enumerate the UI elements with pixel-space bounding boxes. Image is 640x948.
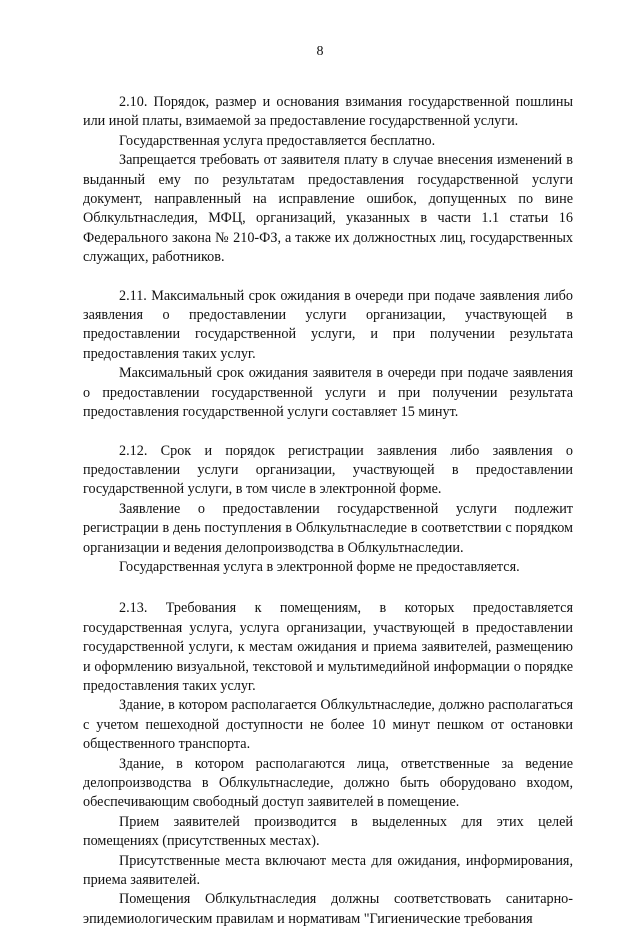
section-2-10 — [83, 93, 573, 268]
section-2-13-paragraph: Присутственные места включают места для ожидания, информирования, приема заявителей. — [83, 852, 573, 889]
section-2-10-heading: 2.10. Порядок, размер и основания взимания государственной пошлины или иной платы, взимаемой за предоставление государственной услуги. — [83, 94, 573, 130]
section-2-13-paragraph: Здание, в котором располагается Облкультнаследие, должно располагаться с учетом пешеходной доступности не более 10 минут пешком от остановки общественного транспорта. — [83, 697, 573, 753]
section-2-13 — [83, 599, 573, 929]
section-2-10-paragraph: Запрещается требовать от заявителя плату в случае внесения изменений в выданный ему по результатам предоставления государственной услуги документ, направленный на исправление ошибок, допущенных по вине Облкультнаследия, МФЦ, организаций, указанных в части 1.1 статьи 16 Федерального закона № 210-ФЗ, а также их должностных лиц, государственных служащих, работников. — [83, 152, 573, 266]
section-2-12-paragraph: Заявление о предоставлении государственной услуги подлежит регистрации в день поступления в Облкультнаследие в соответствии с порядком организации и ведения делопроизводства в Облкультнаследии. — [83, 500, 573, 556]
section-2-13-heading: 2.13. Требования к помещениям, в которых предоставляется государственная услуга, услуга организации, участвующей в предоставлении государственной услуги, к местам ожидания и приема заявителей, размещению и оформлению визуальной, текстовой и мультимедийной информации о порядке предоставления таких услуг. — [83, 600, 573, 694]
section-2-11 — [83, 287, 573, 423]
document-body — [83, 93, 573, 948]
section-2-12-heading: 2.12. Срок и порядок регистрации заявления либо заявления о предоставлении услуги организации, участвующей в предоставлении государственной услуги, в том числе в электронной форме. — [83, 442, 573, 498]
page-number: 8 — [316, 44, 324, 59]
section-2-12-paragraph: Государственная услуга в электронной форме не предоставляется. — [119, 558, 520, 575]
section-2-10-paragraph: Государственная услуга предоставляется бесплатно. — [119, 132, 436, 149]
section-2-11-paragraph: Максимальный срок ожидания заявителя в очереди при подаче заявления о предоставлении государственной услуги и при получении результата предоставления государственной услуги составляет 15 минут. — [83, 365, 573, 421]
section-2-13-paragraph: Помещения Облкультнаследия должны соответствовать санитарно-эпидемиологическим правилам и нормативам "Гигиенические требования — [83, 891, 573, 927]
section-2-12 — [83, 442, 573, 578]
section-2-11-heading: 2.11. Максимальный срок ожидания в очереди при подаче заявления либо заявления о предоставлении услуги организации, участвующей в предоставлении государственной услуги, и при получении результата предоставления таких услуг. — [83, 287, 573, 362]
section-2-13-paragraph: Прием заявителей производится в выделенных для этих целей помещениях (присутственных местах). — [83, 813, 573, 850]
section-2-13-paragraph: Здание, в котором располагаются лица, ответственные за ведение делопроизводства в Облкультнаследие, должно быть оборудовано входом, обеспечивающим свободный доступ заявителей в помещение. — [83, 755, 573, 811]
